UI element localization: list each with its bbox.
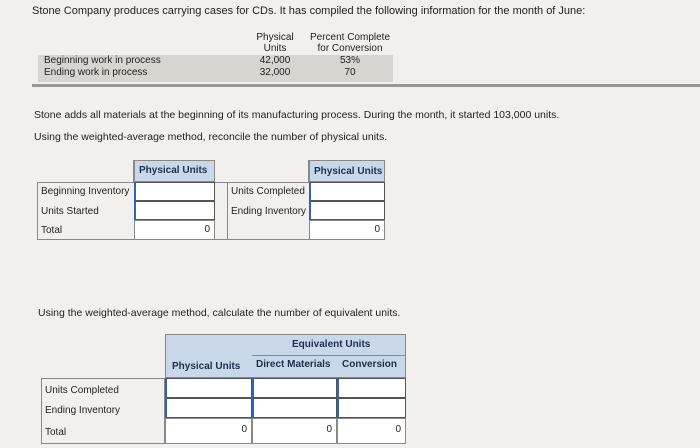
section-divider — [32, 84, 700, 87]
ending-inventory-conversion-input[interactable] — [337, 398, 406, 418]
col-direct-materials: Direct Materials — [256, 359, 331, 370]
row-ending-inventory: Ending Inventory — [45, 405, 121, 416]
info-row-units: 32,000 — [259, 67, 291, 78]
table1-right-labels — [227, 182, 309, 240]
info-row-label: Ending work in process — [44, 67, 148, 78]
intro-text: Stone Company produces carrying cases for CDs. It has compiled the following information for the month of June: — [32, 5, 586, 17]
row-beginning-inventory: Beginning Inventory — [41, 186, 130, 197]
row-ending-inventory: Ending Inventory — [231, 206, 307, 217]
row-units-completed: Units Completed — [231, 186, 305, 197]
table1-left-labels — [37, 182, 134, 240]
units-completed-materials-input[interactable] — [252, 378, 337, 398]
right-total-value: 0 — [374, 224, 380, 235]
total-physical-cell — [165, 418, 252, 444]
total-materials-value: 0 — [326, 424, 332, 435]
units-completed-conversion-input[interactable] — [337, 378, 406, 398]
col-conversion: Conversion — [342, 359, 398, 370]
total-physical-value: 0 — [241, 424, 247, 435]
beginning-inventory-input[interactable] — [134, 182, 215, 201]
physical-units-table — [37, 160, 385, 240]
info-header-physical-1: Physical — [256, 32, 294, 43]
table1-right-header-label: Physical Units — [314, 166, 383, 177]
left-total-value: 0 — [204, 224, 210, 235]
left-total-cell — [134, 220, 215, 240]
ending-inventory-input[interactable] — [309, 201, 385, 220]
equivalent-units-header: Equivalent Units — [292, 339, 371, 350]
table1-left-header-label: Physical Units — [139, 165, 208, 176]
row-total: Total — [41, 225, 63, 236]
ending-inventory-physical-input[interactable] — [165, 398, 252, 418]
table1-header-blank-left — [37, 160, 134, 182]
question-reconcile: Using the weighted-average method, reconcile the number of physical units. — [34, 131, 388, 143]
info-table — [30, 30, 398, 86]
col-physical-units: Physical Units — [172, 361, 241, 372]
total-conversion-value: 0 — [395, 424, 401, 435]
table1-header-blank-right — [215, 160, 309, 182]
question-equivalent-units: Using the weighted-average method, calculate the number of equivalent units. — [38, 307, 401, 319]
info-row-units: 42,000 — [259, 55, 291, 66]
row-units-completed: Units Completed — [45, 385, 119, 396]
units-started-input[interactable] — [134, 201, 215, 220]
right-total-cell — [309, 220, 385, 240]
info-header-physical-2: Units — [263, 43, 287, 54]
info-row-percent: 53% — [339, 55, 360, 66]
total-materials-cell — [252, 418, 337, 444]
info-header-percent-2: for Conversion — [317, 43, 383, 54]
table2-row-labels — [41, 378, 165, 444]
materials-paragraph: Stone adds all materials at the beginning of its manufacturing process. During the month, it started 103,000 units. — [34, 109, 560, 121]
info-header-percent-1: Percent Complete — [309, 32, 391, 43]
header-divider — [252, 355, 406, 356]
info-row-percent: 70 — [344, 67, 356, 78]
units-completed-input[interactable] — [309, 182, 385, 201]
equivalent-units-table — [41, 334, 406, 444]
table1-header-right — [309, 160, 385, 182]
total-conversion-cell — [337, 418, 406, 444]
table1-header-left — [134, 160, 215, 182]
row-total: Total — [45, 427, 67, 438]
ending-inventory-materials-input[interactable] — [252, 398, 337, 418]
units-completed-physical-input[interactable] — [165, 378, 252, 398]
info-row-label: Beginning work in process — [44, 55, 161, 66]
row-units-started: Units Started — [41, 206, 99, 217]
